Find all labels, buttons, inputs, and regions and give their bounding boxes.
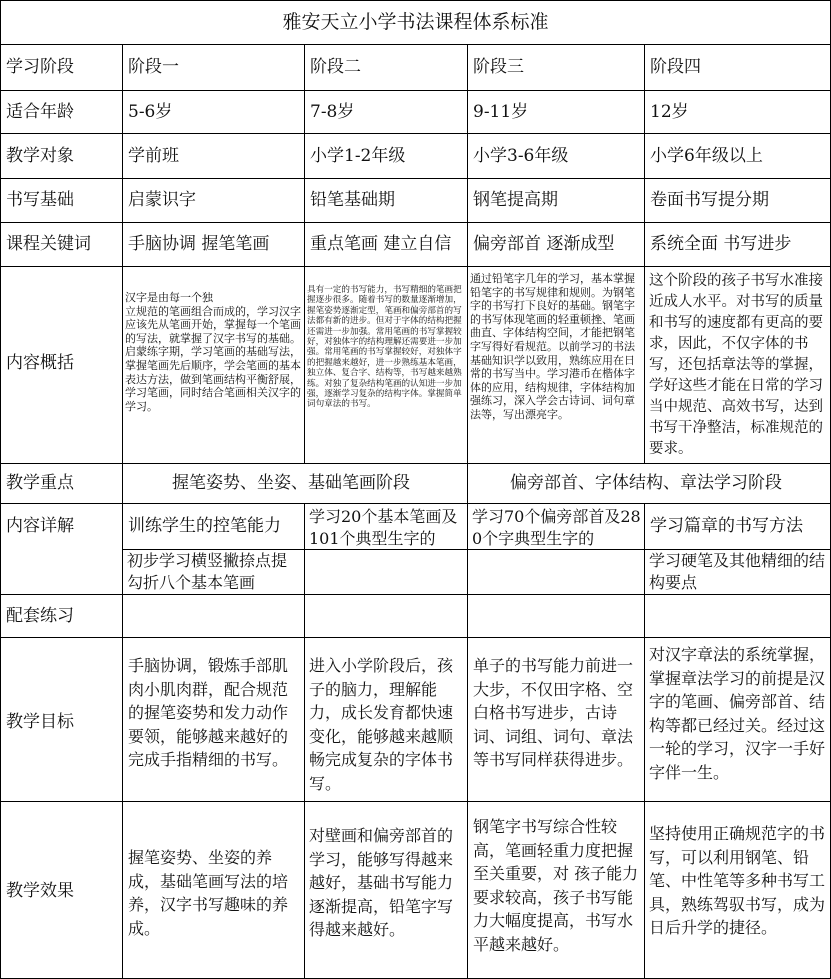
row-divider xyxy=(0,637,831,638)
detail-label: 内容详解 xyxy=(6,516,74,536)
col-divider xyxy=(644,503,645,979)
target-cell: 学前班 xyxy=(128,146,179,166)
row-divider xyxy=(0,503,831,504)
basis-cell: 铅笔基础期 xyxy=(310,190,395,210)
basis-cell: 启蒙识字 xyxy=(128,190,196,210)
focus-cell-left: 握笔姿势、坐姿、基础笔画阶段 xyxy=(172,473,410,493)
stage-4-header: 阶段四 xyxy=(650,57,701,77)
age-label: 适合年龄 xyxy=(6,102,74,122)
row-divider xyxy=(0,44,831,45)
overview-cell: 这个阶段的孩子书写水准接近成人水平。对书写的质量和书写的速度都有更高的要求，因此，不仅字体的书写，还包括章法等的掌握，学好这些才能在日常的学习当中规范、高效书写，达到书写干净整洁，标准规范的要求。 xyxy=(649,273,823,457)
effect-cell: 钢笔字书写综合性较高，笔画轻重力度把握至关重要，对 孩子能力要求较高，孩子书写能力大幅度提高，书写水平越来越好。 xyxy=(473,817,639,954)
col-divider xyxy=(122,44,123,979)
basis-cell: 卷面书写提分期 xyxy=(650,190,769,210)
overview-label: 内容概括 xyxy=(6,353,74,373)
row-divider xyxy=(0,266,831,267)
detail-cell: 学习20个基本笔画及101个典型生字的 xyxy=(309,507,458,548)
goal-label: 教学目标 xyxy=(6,712,74,732)
row-divider xyxy=(0,594,831,595)
border-left xyxy=(0,0,1,979)
effect-cell: 对壁画和偏旁部首的学习，能够写得越来越好，基础书写能力逐渐提高，铅笔字写得越来越好。 xyxy=(309,826,454,939)
row-divider xyxy=(0,801,831,802)
table-title: 雅安天立小学书法课程体系标准 xyxy=(282,11,549,33)
target-cell: 小学3-6年级 xyxy=(473,146,569,166)
col-divider xyxy=(304,44,305,463)
detail-cell: 学习70个偏旁部首及280个字典型生字的 xyxy=(472,507,641,548)
age-cell: 5-6岁 xyxy=(128,102,173,122)
detail-cell: 训练学生的控笔能力 xyxy=(128,516,281,536)
keywords-cell: 系统全面 书写进步 xyxy=(650,234,792,254)
col-divider xyxy=(304,503,305,979)
overview-cell: 通过铅笔字几年的学习，基本掌握铅笔字的书写规律和规则。为钢笔字的书写打下良好的基础。钢笔字的书写体现笔画的轻重顿挫、笔画曲直、字体结构空间，才能把钢笔字写得好看规范。以前学习的书法基础知识学以致用，熟练应用在日常的书写当中。学习港币在楷体字体的应用，结构规律，字体结构加强练习，深入学会古诗词、词句章法等，写出漂亮字。 xyxy=(470,272,635,421)
row-divider xyxy=(0,90,831,91)
target-label: 教学对象 xyxy=(6,146,74,166)
border-top xyxy=(0,0,831,1)
row-divider xyxy=(0,133,831,134)
header-label: 学习阶段 xyxy=(6,57,74,77)
target-cell: 小学6年级以上 xyxy=(650,146,763,166)
age-cell: 12岁 xyxy=(650,102,689,122)
col-divider xyxy=(467,44,468,979)
keywords-label: 课程关键词 xyxy=(6,234,91,254)
row-divider xyxy=(0,222,831,223)
goal-cell: 进入小学阶段后，孩子的脑力，理解能力，成长发育都快速变化，能够越来越顺畅完成复杂的字体书写。 xyxy=(309,656,454,793)
keywords-cell: 偏旁部首 逐渐成型 xyxy=(473,234,615,254)
practice-label: 配套练习 xyxy=(6,606,74,626)
goal-cell: 对汉字章法的系统掌握，掌握章法学习的前提是汉字的笔画、偏旁部首、结构等都已经过关。经过这一轮的学习，汉字一手好字伴一生。 xyxy=(649,645,826,782)
keywords-cell: 重点笔画 建立自信 xyxy=(310,234,452,254)
effect-label: 教学效果 xyxy=(6,881,74,901)
goal-cell: 手脑协调，锻炼手部肌肉小肌肉群，配合规范的握笔姿势和发力动作要领，能够越来越好的完成手指精细的书写。 xyxy=(128,656,289,769)
effect-cell: 握笔姿势、坐姿的养成，基础笔画写法的培养，汉字书写趣味的养成。 xyxy=(128,848,289,938)
age-cell: 7-8岁 xyxy=(310,102,355,122)
stage-3-header: 阶段三 xyxy=(473,57,524,77)
row-divider xyxy=(0,463,831,464)
target-cell: 小学1-2年级 xyxy=(310,146,406,166)
age-cell: 9-11岁 xyxy=(473,102,529,122)
basis-label: 书写基础 xyxy=(6,190,74,210)
effect-cell: 坚持使用正确规范字的书写，可以利用钢笔、铅笔、中性笔等多种书写工具，熟练驾驭书写，成为日后升学的捷径。 xyxy=(649,824,826,937)
row-divider xyxy=(0,178,831,179)
detail-extra-cell: 学习硬笔及其他精细的结构要点 xyxy=(649,551,826,592)
col-divider xyxy=(644,44,645,463)
detail-extra-cell: 初步学习横竖撇捺点提勾折八个基本笔画 xyxy=(127,551,288,592)
stage-2-header: 阶段二 xyxy=(310,57,361,77)
focus-cell-right: 偏旁部首、字体结构、章法学习阶段 xyxy=(510,473,782,493)
basis-cell: 钢笔提高期 xyxy=(473,190,558,210)
overview-cell: 汉字是由每一个独 立规范的笔画组合而成的，学习汉字应该先从笔画开始，掌握每一个笔画的写法，就掌握了汉字书写的基础。启蒙练字期，学习笔画的基础写法，掌握笔画先后顺序，学会笔画的基本表达方法，做到笔画结构平衡舒展，学习笔画，同时结合笔画相关汉字的学习。 xyxy=(125,291,301,413)
keywords-cell: 手脑协调 握笔笔画 xyxy=(128,234,270,254)
detail-cell: 学习篇章的书写方法 xyxy=(650,516,803,536)
focus-label: 教学重点 xyxy=(6,473,74,493)
overview-cell: 具有一定的书写能力，书写精细的笔画把握逐步很多。随着书写的数量逐渐增加，握笔姿势逐渐定型，笔画和偏旁部首的写法都有新的进步。但对于字体的结构把握还需进一步加强。常用笔画的书写掌握较好，对独体字的结构理解还需要进一步加强。常用笔画的书写掌握较好，对独体字的把握越来越好，进一步熟练基本笔画，独立体、复合字、结构等，书写越来越熟练。对独了复杂结构笔画的认知进一步加强，逐渐学习复杂的结构字体。掌握简单词句章法的书写。 xyxy=(307,285,462,410)
goal-cell: 单子的书写能力前进一大步，不仅田字格、空白格书写进步，古诗词、词组、词句、章法等书写同样获得进步。 xyxy=(473,656,634,769)
stage-1-header: 阶段一 xyxy=(128,57,179,77)
